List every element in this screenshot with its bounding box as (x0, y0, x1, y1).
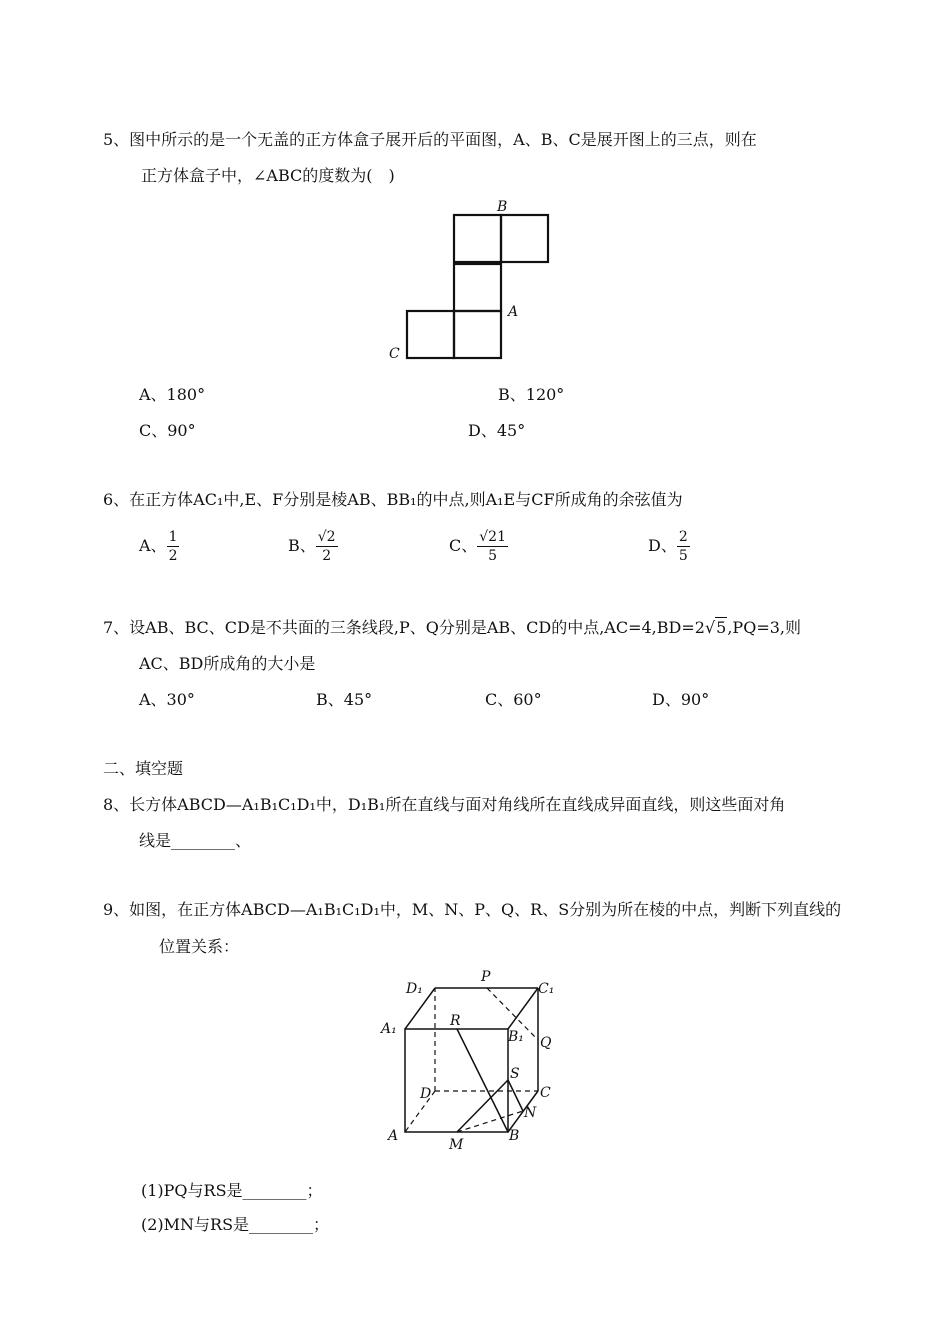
q6-stem: 6、在正方体AC₁中,E、F分别是棱AB、BB₁的中点,则A₁E与CF所成角的余弦值为 (103, 490, 683, 509)
q7-option-a: A、30° (139, 690, 195, 709)
section-heading-fill-in: 二、填空题 (103, 759, 184, 778)
q5-option-d: D、45° (468, 421, 526, 440)
q6-option-c-fraction: $\frac{√21}{5}$ (479, 529, 506, 564)
q9-label-d1: D₁ (406, 981, 423, 997)
q9-label-c1: C₁ (538, 981, 555, 997)
q9-label-s: S (510, 1066, 520, 1082)
q5-option-a: A、180° (139, 385, 206, 404)
q9-stem-line2: 位置关系： (159, 937, 240, 956)
q9-label-a: A (388, 1128, 399, 1144)
q7-option-b: B、45° (316, 690, 373, 709)
q6-option-b-fraction: $\frac{√2}{2}$ (317, 529, 336, 564)
q5-stem-line1: 5、图中所示的是一个无盖的正方体盒子展开后的平面图，A、B、C是展开图上的三点，则在 (103, 130, 757, 149)
q9-label-q: Q (540, 1035, 552, 1051)
q9-label-b1: B₁ (508, 1029, 524, 1045)
q6-option-a-label: A、 (139, 536, 167, 555)
q9-label-b: B (509, 1128, 520, 1144)
q6-option-d-label: D、 (648, 536, 677, 555)
q6-option-a-fraction: $\frac{1}{2}$ (168, 529, 178, 564)
q6-option-d-fraction: $\frac{2}{5}$ (678, 529, 688, 564)
cube-front-face (405, 1029, 508, 1132)
q9-sub-question-2: (2)MN与RS是________； (141, 1215, 330, 1234)
q9-label-r: R (450, 1013, 461, 1029)
q8-stem-line1: 8、长方体ABCD—A₁B₁C₁D₁中，D₁B₁所在直线与面对角线所在直线成异面直线，则这些面对角 (103, 795, 786, 814)
q5-option-c: C、90° (139, 421, 196, 440)
q6-option-c-label: C、 (449, 536, 478, 555)
q8-stem-line2: 线是________、 (139, 831, 252, 850)
q9-label-d: D (420, 1086, 432, 1102)
q7-option-d: D、90° (652, 690, 710, 709)
q9-label-a1: A₁ (381, 1021, 397, 1037)
line-r-b (457, 1029, 508, 1132)
q5-label-a: A (508, 304, 519, 320)
q9-stem-line1: 9、如图，在正方体ABCD—A₁B₁C₁D₁中，M、N、P、Q、R、S分别为所在棱的中点，判断下列直线的 (103, 900, 842, 919)
line-s-n (508, 1080, 523, 1111)
q6-option-b-label: B、 (288, 536, 316, 555)
q9-label-c: C (540, 1085, 551, 1101)
q9-label-n: N (524, 1105, 537, 1121)
q5-label-c: C (389, 346, 400, 362)
edge-b1-c1 (508, 988, 538, 1029)
line-m-s (457, 1080, 508, 1132)
q7-stem-line2: AC、BD所成角的大小是 (139, 654, 316, 673)
q5-option-b: B、120° (498, 385, 565, 404)
q9-label-p: P (481, 969, 491, 985)
q9-sub-question-1: (1)PQ与RS是________； (141, 1181, 323, 1200)
q7-option-c: C、60° (485, 690, 542, 709)
q5-stem-line2: 正方体盒子中，∠ABC的度数为( ) (141, 166, 395, 185)
q9-label-m: M (449, 1137, 464, 1153)
q5-label-b: B (497, 199, 508, 215)
q7-sqrt: √5 (704, 618, 727, 637)
q7-stem-line1: 7、设AB、BC、CD是不共面的三条线段,P、Q分别是AB、CD的中点,AC=4,BD=2√5,PQ=3,则 (103, 618, 801, 637)
